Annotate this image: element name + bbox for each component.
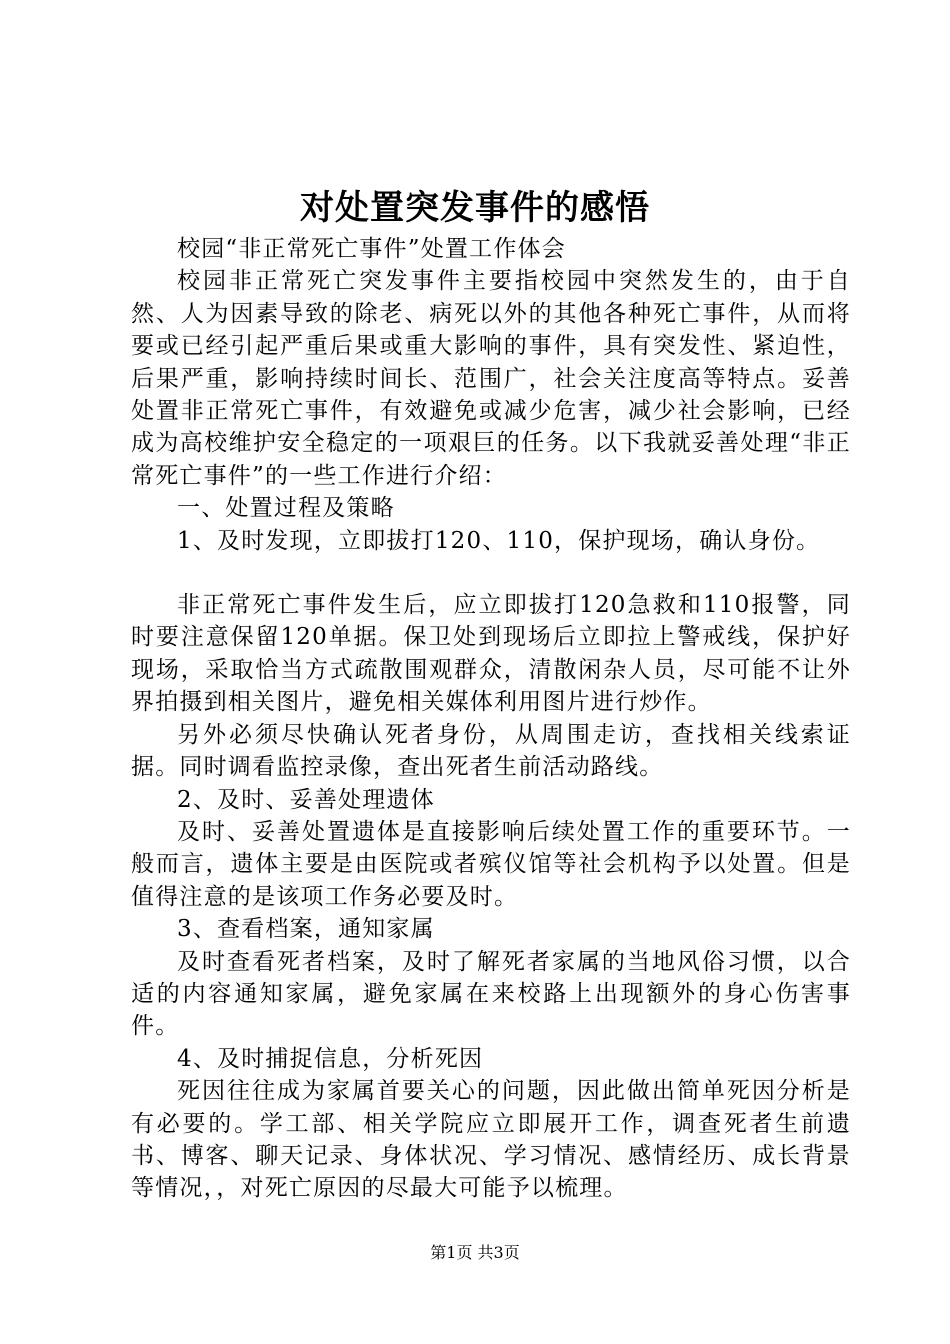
page-footer: 第1页 共3页 (430, 1243, 520, 1262)
item-heading-3: 3、查看档案，通知家属 (177, 916, 435, 943)
document-body (131, 233, 851, 1205)
paragraph: 非正常死亡事件发生后，应立即拔打120急救和110报警，同时要注意保留120单据。保卫处到现场后立即拉上警戒线，保护好现场，采取恰当方式疏散围观群众，清散闲杂人员，尽可能不让外界拍摄到相关图片，避免相关媒体利用图片进行炒作。 (131, 592, 851, 716)
document-title: 对处置突发事件的感悟 (300, 188, 650, 228)
item-heading-2: 2、及时、妥善处理遗体 (177, 786, 435, 813)
paragraph: 及时、妥善处置遗体是直接影响后续处置工作的重要环节。一般而言，遗体主要是由医院或者殡仪馆等社会机构予以处置。但是值得注意的是该项工作务必要及时。 (131, 818, 851, 910)
paragraph: 死因往往成为家属首要关心的问题，因此做出简单死因分析是有必要的。学工部、相关学院应立即展开工作，调查死者生前遗书、博客、聊天记录、身体状况、学习情况、感情经历、成长背景等情况，，对死亡原因的尽最大可能予以梳理。 (131, 1078, 851, 1202)
paragraph-subtitle: 校园“非正常死亡事件”处置工作体会 (177, 236, 566, 262)
section-heading: 一、处置过程及策略 (177, 495, 395, 522)
paragraph: 及时查看死者档案，及时了解死者家属的当地风俗习惯，以合适的内容通知家属，避免家属在来校路上出现额外的身心伤害事件。 (131, 948, 851, 1040)
item-heading-1: 1、及时发现，立即拔打120、110，保护现场，确认身份。 (177, 527, 821, 554)
paragraph-intro: 校园非正常死亡突发事件主要指校园中突然发生的，由于自然、人为因素导致的除老、病死以外的其他各种死亡事件，从而将要或已经引起严重后果或重大影响的事件，具有突发性、紧迫性，后果严重，影响持续时间长、范围广，社会关注度高等特点。妥善处置非正常死亡事件，有效避免或减少危害，减少社会影响，已经成为高校维护安全稳定的一项艰巨的任务。以下我就妥善处理“非正常死亡事件”的一些工作进行介绍： (131, 268, 851, 489)
paragraph: 另外必须尽快确认死者身份，从周围走访，查找相关线索证据。同时调看监控录像，查出死者生前活动路线。 (131, 721, 851, 781)
item-heading-4: 4、及时捕捉信息，分析死因 (177, 1045, 484, 1072)
